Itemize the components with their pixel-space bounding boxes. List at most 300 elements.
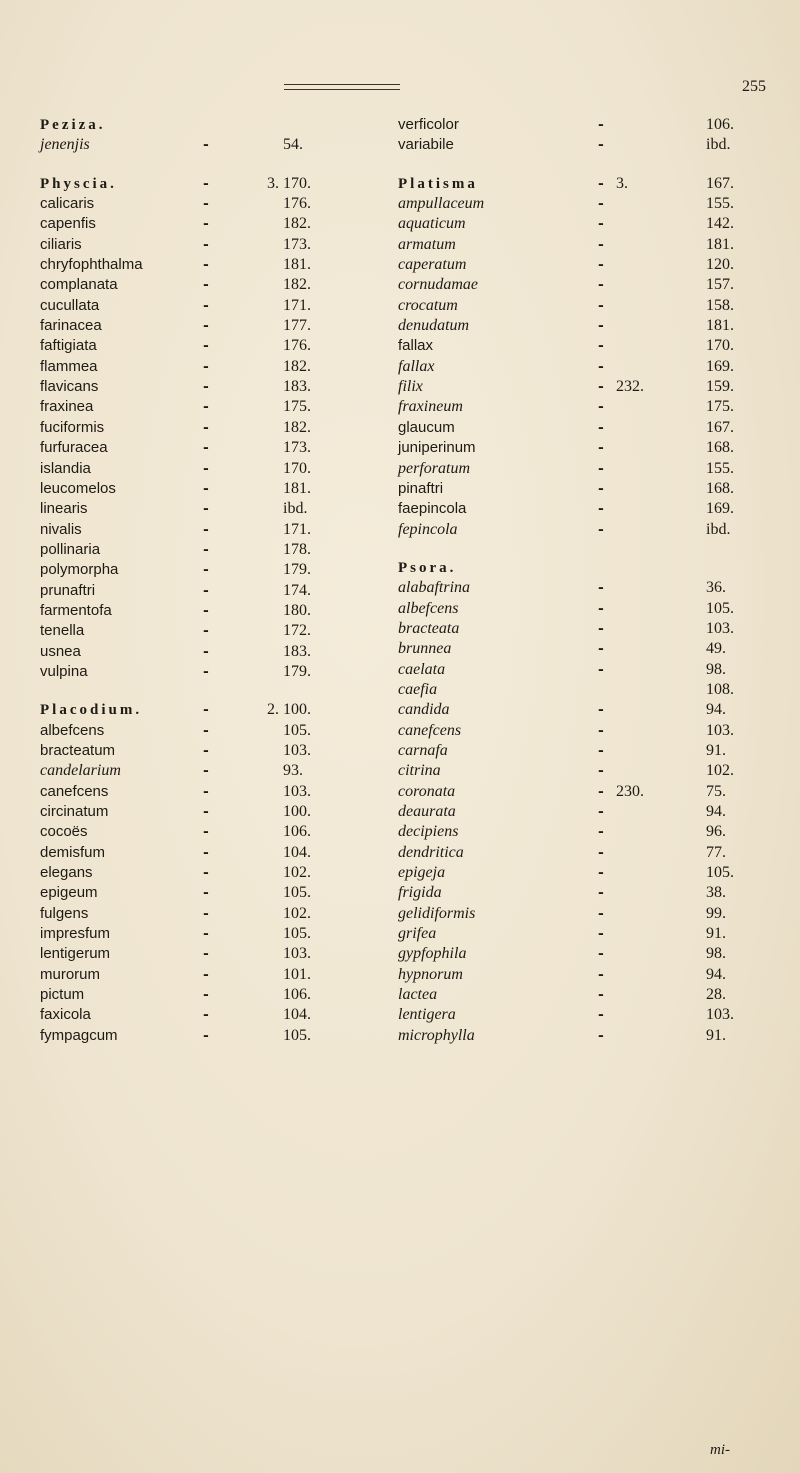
species-name: gypfophila bbox=[398, 945, 467, 963]
page-reference: 54. bbox=[283, 136, 303, 154]
page-reference: 100. bbox=[283, 803, 311, 820]
page-reference: 142. bbox=[706, 215, 734, 233]
leader-dash: - bbox=[203, 338, 209, 355]
species-name: faepincola bbox=[398, 500, 467, 518]
volume-number: 232. bbox=[616, 378, 644, 396]
leader-dash: - bbox=[203, 277, 209, 294]
index-entry bbox=[40, 822, 370, 842]
index-entry bbox=[40, 235, 370, 255]
leader-dash: - bbox=[598, 137, 604, 154]
species-name: prunaftri bbox=[40, 581, 96, 599]
species-name: fuciformis bbox=[40, 418, 105, 436]
species-name: gelidiformis bbox=[398, 904, 476, 922]
leader-dash: - bbox=[598, 865, 604, 882]
page-reference: 173. bbox=[283, 235, 311, 253]
page-reference: 91. bbox=[706, 1026, 726, 1044]
page-reference: 167. bbox=[706, 418, 734, 436]
genus-heading: Platisma bbox=[398, 175, 478, 192]
index-entry bbox=[398, 883, 758, 903]
page-reference: 176. bbox=[283, 337, 311, 355]
species-name: aquaticum bbox=[398, 215, 466, 233]
page-reference: 91. bbox=[706, 741, 726, 759]
page-reference: 105. bbox=[283, 721, 311, 739]
leader-dash: - bbox=[598, 987, 604, 1004]
index-entry bbox=[40, 499, 370, 519]
section-spacer bbox=[398, 156, 758, 174]
section-spacer bbox=[398, 540, 758, 558]
index-entry bbox=[40, 377, 370, 397]
page-reference: 103. bbox=[706, 619, 734, 637]
page-reference: 102. bbox=[706, 762, 734, 780]
page-reference: 181. bbox=[283, 256, 311, 274]
catchword: mi- bbox=[710, 1442, 730, 1458]
species-name: impresfum bbox=[40, 925, 111, 943]
leader-dash: - bbox=[203, 175, 209, 192]
species-name: grifea bbox=[398, 925, 437, 943]
leader-dash: - bbox=[203, 236, 209, 253]
leader-dash: - bbox=[203, 216, 209, 233]
volume-number: 3. bbox=[267, 174, 279, 192]
species-name: ampullaceum bbox=[398, 195, 485, 213]
volume-number: 2. bbox=[267, 701, 279, 719]
page-reference: 106. bbox=[283, 986, 311, 1004]
page-reference: 176. bbox=[283, 195, 311, 213]
species-name: epigeum bbox=[40, 884, 98, 902]
index-entry bbox=[398, 639, 758, 659]
index-entry bbox=[398, 397, 758, 417]
species-name: lentigerum bbox=[40, 945, 111, 963]
index-entry bbox=[398, 741, 758, 761]
page-reference: 105. bbox=[283, 884, 311, 902]
section-spacer bbox=[40, 682, 370, 700]
index-entry bbox=[398, 802, 758, 822]
index-entry bbox=[398, 985, 758, 1005]
leader-dash: - bbox=[598, 580, 604, 597]
page-reference: 171. bbox=[283, 296, 311, 314]
leader-dash: - bbox=[598, 480, 604, 497]
leader-dash: - bbox=[203, 602, 209, 619]
leader-dash: - bbox=[598, 216, 604, 233]
leader-dash: - bbox=[203, 804, 209, 820]
species-name: bracteatum bbox=[40, 741, 116, 759]
index-entry bbox=[398, 438, 758, 458]
page-reference: 104. bbox=[283, 1006, 311, 1024]
index-entry bbox=[398, 459, 758, 479]
page-reference: 96. bbox=[706, 823, 726, 841]
index-entry bbox=[40, 316, 370, 336]
index-entry bbox=[398, 479, 758, 499]
index-entry bbox=[40, 1026, 370, 1046]
leader-dash: - bbox=[598, 358, 604, 375]
leader-dash: - bbox=[203, 257, 209, 274]
page-reference: 94. bbox=[706, 803, 726, 820]
page-reference: 182. bbox=[283, 418, 311, 436]
species-name: farinacea bbox=[40, 317, 102, 335]
index-entry bbox=[40, 782, 370, 802]
page-reference: 171. bbox=[283, 520, 311, 538]
leader-dash: - bbox=[598, 600, 604, 617]
species-name: albefcens bbox=[40, 721, 105, 739]
page-reference: 175. bbox=[283, 398, 311, 416]
page-reference: 49. bbox=[706, 640, 726, 658]
index-entry bbox=[398, 700, 758, 720]
page-reference: 106. bbox=[283, 823, 311, 841]
index-entry bbox=[398, 619, 758, 639]
leader-dash: - bbox=[203, 196, 209, 213]
species-name: coronata bbox=[398, 782, 456, 800]
index-column-left bbox=[40, 115, 370, 1046]
page-reference: 181. bbox=[706, 317, 734, 335]
leader-dash: - bbox=[598, 783, 604, 800]
index-entry bbox=[398, 275, 758, 295]
index-entry bbox=[398, 235, 758, 255]
index-entry bbox=[40, 863, 370, 883]
species-name: dendritica bbox=[398, 843, 464, 861]
leader-dash: - bbox=[203, 702, 209, 719]
page-reference: 93. bbox=[283, 762, 303, 780]
page-reference: 183. bbox=[283, 378, 311, 396]
leader-dash: - bbox=[598, 926, 604, 943]
index-entry bbox=[398, 499, 758, 519]
page-reference: 181. bbox=[283, 479, 311, 497]
page-reference: 98. bbox=[706, 660, 726, 678]
index-entry bbox=[398, 782, 758, 802]
leader-dash: - bbox=[203, 440, 209, 457]
page-reference: 173. bbox=[283, 439, 311, 457]
leader-dash: - bbox=[598, 277, 604, 294]
index-entry bbox=[40, 802, 370, 822]
index-entry bbox=[398, 944, 758, 964]
leader-dash: - bbox=[203, 905, 209, 922]
index-entry bbox=[40, 721, 370, 741]
species-name: lactea bbox=[398, 986, 438, 1004]
page-number: 255 bbox=[742, 78, 766, 95]
page-reference: ibd. bbox=[706, 136, 731, 154]
species-name: albefcens bbox=[398, 599, 459, 617]
page-reference: 179. bbox=[283, 561, 311, 579]
genus-heading: Psora. bbox=[398, 559, 457, 576]
page-reference: 105. bbox=[706, 599, 734, 617]
volume-number: 230. bbox=[616, 782, 644, 800]
page-reference: 91. bbox=[706, 925, 726, 943]
page-reference: 75. bbox=[706, 782, 726, 800]
leader-dash: - bbox=[203, 987, 209, 1004]
page-reference: 28. bbox=[706, 986, 726, 1004]
species-name: tenella bbox=[40, 622, 85, 640]
leader-dash: - bbox=[598, 844, 604, 861]
leader-dash: - bbox=[598, 399, 604, 416]
species-name: cocoës bbox=[40, 823, 88, 841]
index-entry bbox=[40, 965, 370, 985]
index-entry bbox=[40, 135, 370, 155]
leader-dash: - bbox=[598, 117, 604, 133]
leader-dash: - bbox=[203, 663, 209, 680]
species-name: faftigiata bbox=[40, 337, 97, 355]
leader-dash: - bbox=[598, 661, 604, 678]
index-entry bbox=[40, 194, 370, 214]
species-name: frigida bbox=[398, 884, 442, 902]
index-entry bbox=[40, 174, 370, 194]
index-entry bbox=[40, 357, 370, 377]
page-reference: 170. bbox=[283, 174, 311, 192]
page-reference: 155. bbox=[706, 459, 734, 477]
leader-dash: - bbox=[203, 582, 209, 599]
leader-dash: - bbox=[598, 419, 604, 436]
leader-dash: - bbox=[203, 318, 209, 335]
species-name: cornudamae bbox=[398, 276, 478, 294]
page-reference: 169. bbox=[706, 357, 734, 375]
index-entry bbox=[398, 357, 758, 377]
species-name: elegans bbox=[40, 864, 93, 882]
index-entry bbox=[40, 883, 370, 903]
page-reference: 169. bbox=[706, 500, 734, 518]
species-name: epigeja bbox=[398, 864, 446, 882]
index-entry bbox=[398, 194, 758, 214]
section-spacer bbox=[40, 156, 370, 174]
page-reference: 104. bbox=[283, 843, 311, 861]
species-name: caefia bbox=[398, 680, 438, 698]
page-reference: 170. bbox=[283, 459, 311, 477]
volume-number: 3. bbox=[616, 174, 628, 192]
species-name: lentigera bbox=[398, 1006, 456, 1024]
species-name: vulpina bbox=[40, 662, 88, 680]
species-name: fallax bbox=[398, 337, 434, 355]
index-entry bbox=[398, 214, 758, 234]
species-name: fulgens bbox=[40, 904, 89, 922]
index-entry bbox=[40, 944, 370, 964]
page-reference: 157. bbox=[706, 276, 734, 294]
leader-dash: - bbox=[598, 379, 604, 396]
species-name: fraxineum bbox=[398, 398, 463, 416]
page-reference: 108. bbox=[706, 680, 734, 698]
leader-dash: - bbox=[598, 440, 604, 457]
index-entry bbox=[398, 721, 758, 741]
species-name: fallax bbox=[398, 357, 435, 375]
genus-heading: Physcia. bbox=[40, 175, 117, 192]
leader-dash: - bbox=[598, 318, 604, 335]
leader-dash: - bbox=[203, 844, 209, 861]
leader-dash: - bbox=[203, 521, 209, 538]
index-entry bbox=[40, 296, 370, 316]
leader-dash: - bbox=[203, 885, 209, 902]
index-entry bbox=[398, 1005, 758, 1025]
index-entry bbox=[398, 822, 758, 842]
species-name: jenenjis bbox=[40, 136, 90, 154]
page-reference: 174. bbox=[283, 581, 311, 599]
leader-dash: - bbox=[203, 865, 209, 882]
page-reference: 120. bbox=[706, 256, 734, 274]
species-name: murorum bbox=[40, 965, 101, 983]
species-name: canefcens bbox=[40, 782, 109, 800]
species-name: perforatum bbox=[398, 459, 470, 477]
species-name: crocatum bbox=[398, 296, 458, 314]
leader-dash: - bbox=[203, 742, 209, 759]
leader-dash: - bbox=[203, 501, 209, 518]
genus-heading: Placodium. bbox=[40, 702, 143, 719]
species-name: capenfis bbox=[40, 215, 96, 233]
species-name: citrina bbox=[398, 762, 441, 780]
leader-dash: - bbox=[203, 783, 209, 800]
index-entry bbox=[40, 741, 370, 761]
leader-dash: - bbox=[598, 257, 604, 274]
species-name: leucomelos bbox=[40, 479, 116, 497]
species-name: nivalis bbox=[40, 520, 82, 538]
leader-dash: - bbox=[203, 722, 209, 739]
page-reference: 168. bbox=[706, 479, 734, 497]
index-entry bbox=[40, 214, 370, 234]
leader-dash: - bbox=[598, 1027, 604, 1044]
index-entry bbox=[398, 336, 758, 356]
leader-dash: - bbox=[598, 722, 604, 739]
species-name: pollinaria bbox=[40, 540, 101, 558]
species-name: farmentofa bbox=[40, 601, 112, 619]
species-name: variabile bbox=[398, 136, 454, 154]
species-name: furfuracea bbox=[40, 439, 108, 457]
leader-dash: - bbox=[203, 1007, 209, 1024]
species-name: calicaris bbox=[40, 195, 95, 213]
page-reference: 102. bbox=[283, 864, 311, 882]
index-entry bbox=[398, 680, 758, 700]
leader-dash: - bbox=[598, 763, 604, 780]
species-name: islandia bbox=[40, 459, 91, 477]
leader-dash: - bbox=[203, 1027, 209, 1044]
index-entry bbox=[398, 904, 758, 924]
leader-dash: - bbox=[203, 541, 209, 558]
species-name: circinatum bbox=[40, 803, 109, 820]
index-entry bbox=[40, 581, 370, 601]
page-reference: 98. bbox=[706, 945, 726, 963]
index-entry bbox=[40, 459, 370, 479]
leader-dash: - bbox=[598, 501, 604, 518]
species-name: faxicola bbox=[40, 1006, 91, 1024]
leader-dash: - bbox=[598, 236, 604, 253]
index-entry bbox=[40, 560, 370, 580]
species-name: filix bbox=[398, 378, 423, 396]
species-name: microphylla bbox=[398, 1026, 475, 1044]
leader-dash: - bbox=[598, 338, 604, 355]
leader-dash: - bbox=[203, 643, 209, 660]
species-name: hypnorum bbox=[398, 965, 463, 983]
species-name: fympagcum bbox=[40, 1026, 118, 1044]
leader-dash: - bbox=[203, 966, 209, 983]
index-entry bbox=[40, 662, 370, 682]
leader-dash: - bbox=[203, 926, 209, 943]
page-reference: 170. bbox=[706, 337, 734, 355]
species-name: cucullata bbox=[40, 296, 100, 314]
index-entry bbox=[40, 601, 370, 621]
species-name: usnea bbox=[40, 642, 81, 660]
page-reference: 167. bbox=[706, 174, 734, 192]
leader-dash: - bbox=[598, 297, 604, 314]
page-reference: 103. bbox=[706, 721, 734, 739]
leader-dash: - bbox=[598, 702, 604, 719]
index-entry bbox=[40, 336, 370, 356]
page-reference: 175. bbox=[706, 398, 734, 416]
page-reference: 105. bbox=[283, 925, 311, 943]
species-name: alabaftrina bbox=[398, 579, 471, 597]
species-name: caperatum bbox=[398, 256, 467, 274]
page-reference: 158. bbox=[706, 296, 734, 314]
page-reference: 182. bbox=[283, 357, 311, 375]
leader-dash: - bbox=[203, 623, 209, 640]
species-name: pinaftri bbox=[398, 479, 444, 497]
index-entry bbox=[40, 438, 370, 458]
species-name: polymorpha bbox=[40, 561, 119, 579]
page-reference: 182. bbox=[283, 276, 311, 294]
index-entry bbox=[40, 700, 370, 720]
species-name: candida bbox=[398, 701, 450, 719]
index-entry bbox=[40, 985, 370, 1005]
index-entry bbox=[398, 377, 758, 397]
page-reference: 36. bbox=[706, 579, 726, 597]
species-name: deaurata bbox=[398, 803, 456, 820]
index-entry bbox=[398, 965, 758, 985]
leader-dash: - bbox=[598, 824, 604, 841]
page-reference: 183. bbox=[283, 642, 311, 660]
species-name: glaucum bbox=[398, 418, 455, 436]
index-entry bbox=[40, 642, 370, 662]
species-name: ciliaris bbox=[40, 235, 82, 253]
leader-dash: - bbox=[203, 379, 209, 396]
genus-heading: Peziza. bbox=[40, 117, 106, 133]
page-reference: 102. bbox=[283, 904, 311, 922]
index-entry bbox=[40, 418, 370, 438]
page-reference: 103. bbox=[283, 782, 311, 800]
species-name: carnafa bbox=[398, 741, 448, 759]
leader-dash: - bbox=[598, 620, 604, 637]
leader-dash: - bbox=[203, 460, 209, 477]
page-reference: 101. bbox=[283, 965, 311, 983]
page-reference: 77. bbox=[706, 843, 726, 861]
leader-dash: - bbox=[598, 175, 604, 192]
leader-dash: - bbox=[598, 905, 604, 922]
page-reference: 94. bbox=[706, 701, 726, 719]
species-name: decipiens bbox=[398, 823, 459, 841]
page-reference: 94. bbox=[706, 965, 726, 983]
page-reference: 168. bbox=[706, 439, 734, 457]
leader-dash: - bbox=[203, 562, 209, 579]
species-name: fepincola bbox=[398, 520, 458, 538]
species-name: verficolor bbox=[398, 116, 459, 133]
leader-dash: - bbox=[203, 480, 209, 497]
page-reference: 155. bbox=[706, 195, 734, 213]
leader-dash: - bbox=[598, 460, 604, 477]
index-entry bbox=[398, 660, 758, 680]
index-entry bbox=[40, 255, 370, 275]
page-reference: 172. bbox=[283, 622, 311, 640]
species-name: flavicans bbox=[40, 378, 99, 396]
index-entry bbox=[398, 115, 758, 135]
index-entry bbox=[398, 255, 758, 275]
page-reference: 103. bbox=[283, 741, 311, 759]
page-reference: 180. bbox=[283, 601, 311, 619]
leader-dash: - bbox=[203, 137, 209, 154]
page-reference: 179. bbox=[283, 662, 311, 680]
page-reference: 100. bbox=[283, 701, 311, 719]
leader-dash: - bbox=[598, 946, 604, 963]
leader-dash: - bbox=[203, 763, 209, 780]
index-entry bbox=[398, 558, 758, 578]
index-entry bbox=[40, 115, 370, 135]
index-entry bbox=[398, 418, 758, 438]
index-entry bbox=[40, 275, 370, 295]
page-reference: 182. bbox=[283, 215, 311, 233]
page-reference: ibd. bbox=[283, 500, 308, 518]
page-reference: 178. bbox=[283, 540, 311, 558]
species-name: denudatum bbox=[398, 317, 470, 335]
index-entry bbox=[398, 135, 758, 155]
species-name: armatum bbox=[398, 235, 456, 253]
